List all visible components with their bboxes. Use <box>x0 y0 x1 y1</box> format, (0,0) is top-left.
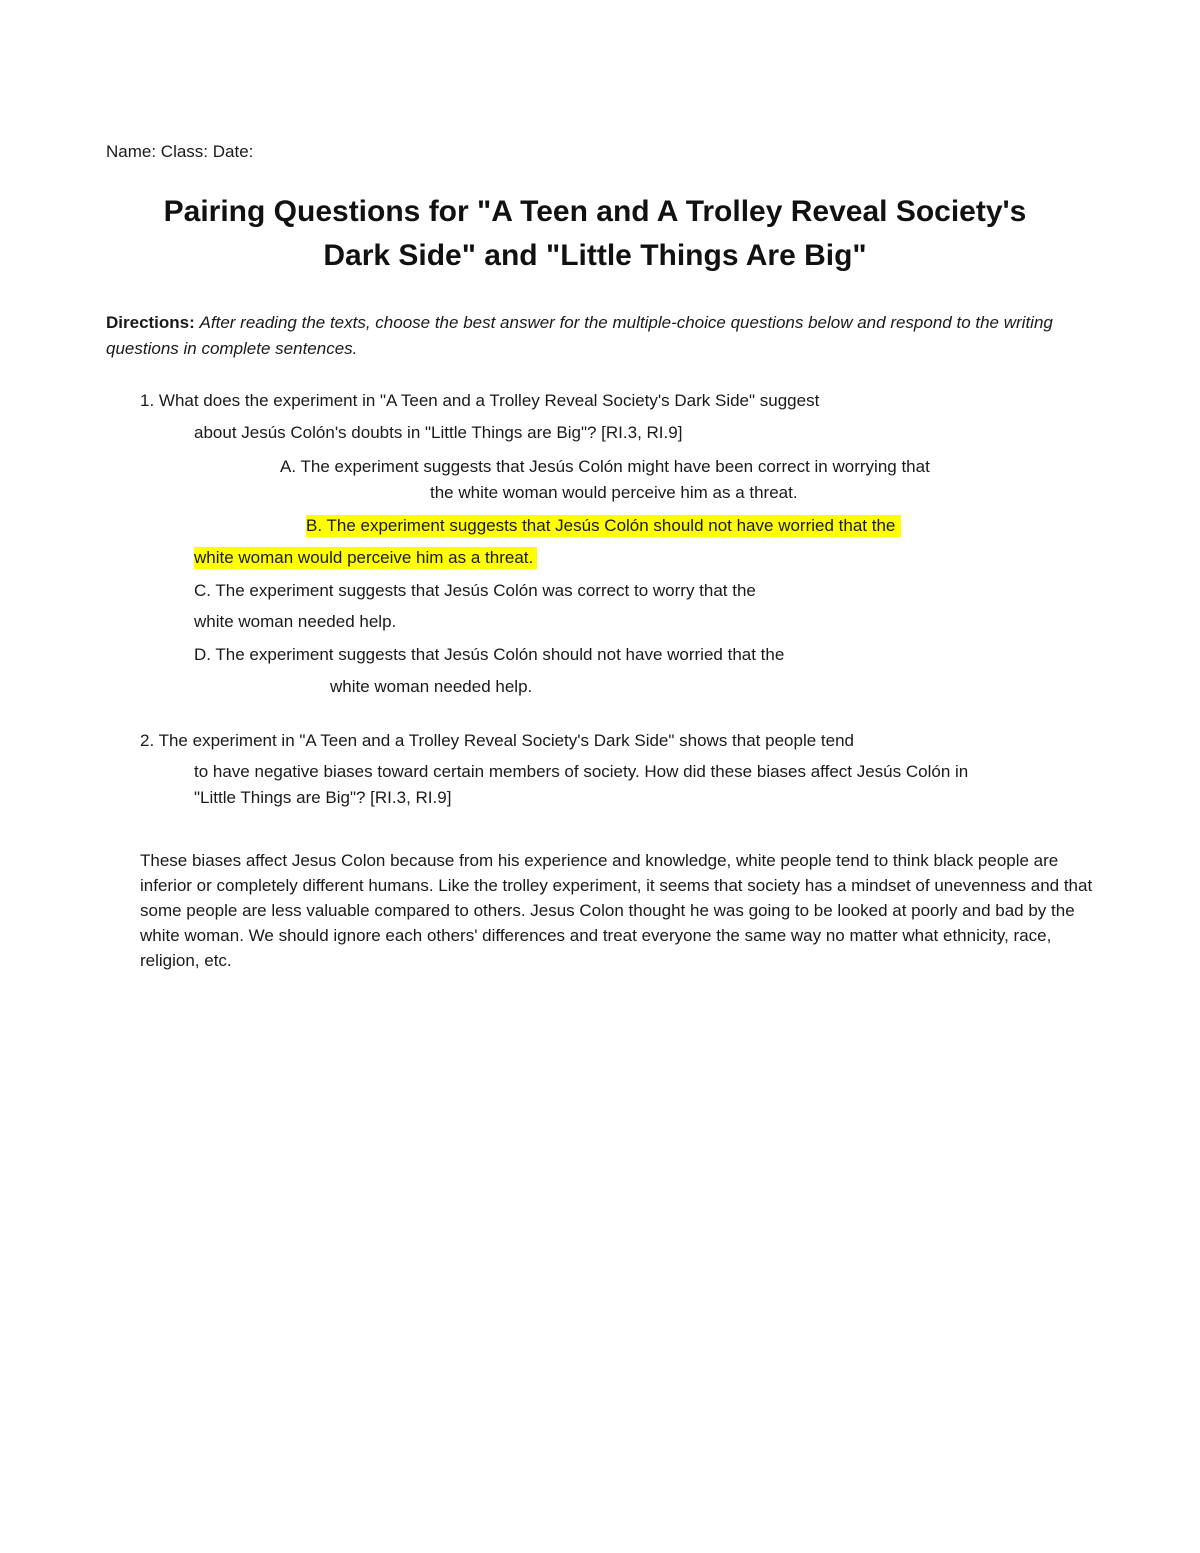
directions-label: Directions: <box>106 313 195 332</box>
option-a-line-2: the white woman would perceive him as a threat. <box>430 483 798 502</box>
name-class-date: Name: Class: Date: <box>106 142 254 161</box>
option-c-line-1: C. The experiment suggests that Jesús Colón was correct to worry that the <box>194 581 756 600</box>
question-2-line-3: "Little Things are Big"? [RI.3, RI.9] <box>194 788 452 807</box>
page-title-line-2: Dark Side" and "Little Things Are Big" <box>323 239 867 272</box>
question-1-line-2: about Jesús Colón's doubts in "Little Things are Big"? [RI.3, RI.9] <box>194 423 683 442</box>
option-d-line-2: white woman needed help. <box>330 677 533 696</box>
question-1-line-1: 1. What does the experiment in "A Teen and a Trolley Reveal Society's Dark Side" suggest <box>140 391 820 410</box>
question-2-line-1: 2. The experiment in "A Teen and a Trolley Reveal Society's Dark Side" shows that people tend <box>140 731 854 750</box>
option-a-line-1: A. The experiment suggests that Jesús Colón might have been correct in worrying that <box>280 457 930 476</box>
student-answer: These biases affect Jesus Colon because from his experience and knowledge, white people tend to think black people are inferior or completely different humans. Like the trolley experiment, it seems that society has a mindset of unevenness and that some people are less valuable compared to others. Jesus Colon thought he was going to be looked at poorly and bad by the white woman. We should ignore each others' differences and treat everyone the same way no matter what ethnicity, race, religion, etc. <box>140 851 1093 970</box>
option-d-line-1: D. The experiment suggests that Jesús Colón should not have worried that the <box>194 645 785 664</box>
page-title-line-1: Pairing Questions for "A Teen and A Trolley Reveal Society's <box>163 195 1027 228</box>
directions-text: After reading the texts, choose the best answer for the multiple-choice questions below and respond to the writing questions in complete sentences. <box>106 313 1053 358</box>
question-2-line-2: to have negative biases toward certain members of society. How did these biases affect Jesús Colón in <box>194 762 969 781</box>
directions <box>106 310 1096 362</box>
option-b-line-2-highlighted: white woman would perceive him as a threat. <box>194 547 537 569</box>
option-b-line-1-highlighted: B. The experiment suggests that Jesús Colón should not have worried that the <box>306 515 901 537</box>
option-c-line-2: white woman needed help. <box>194 612 397 631</box>
